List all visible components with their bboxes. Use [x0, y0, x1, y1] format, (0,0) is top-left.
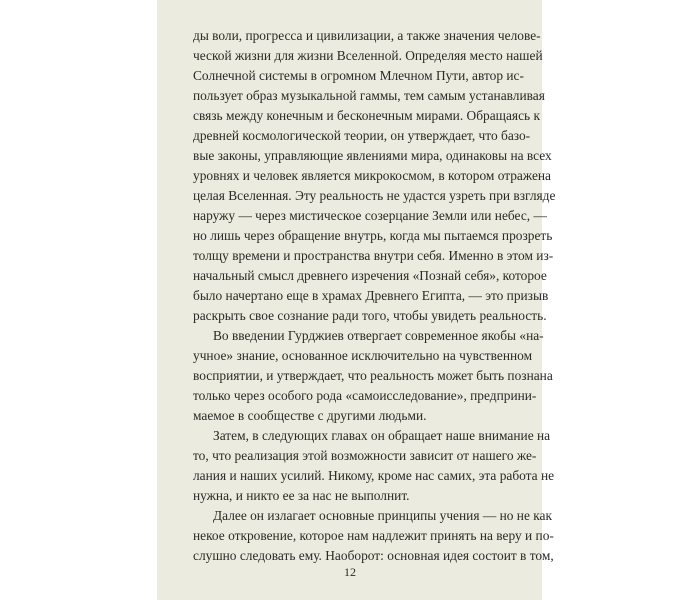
- text-line: учное» знание, основанное исключительно на чувственном: [193, 348, 533, 363]
- text-line: то, что реализация этой возможности зависит от нашего же-: [193, 448, 537, 463]
- text-line: целая Вселенная. Эту реальность не удастся узреть при взгляде: [193, 188, 556, 203]
- text-line: маемое в сообществе с другими людьми.: [193, 408, 427, 423]
- text-line: ческой жизни для жизни Вселенной. Определяя место нашей: [193, 48, 543, 63]
- text-line: слушно следовать ему. Наоборот: основная идея состоит в том,: [193, 548, 554, 563]
- text-line: уровнях и человек является микрокосмом, в котором отражена: [193, 168, 552, 183]
- text-line: вые законы, управляющие явлениями мира, одинаковы на всех: [193, 148, 552, 163]
- text-line: наружу — через мистическое созерцание Земли или небес, —: [193, 208, 547, 223]
- text-line: Солнечной системы в огромном Млечном Пути, автор ис-: [193, 68, 524, 83]
- text-line: но лишь через обращение внутрь, когда мы пытаемся прозреть: [193, 228, 553, 243]
- text-line: восприятии, и утверждает, что реальность может быть познана: [193, 368, 553, 383]
- text-line: начальный смысл древнего изречения «Познай себя», которое: [193, 268, 547, 283]
- text-line: нужна, и никто ее за нас не выполнит.: [193, 488, 410, 503]
- text-line: пользует образ музыкальной гаммы, тем самым устанавливая: [193, 88, 545, 103]
- paragraph-first-line: Далее он излагает основные принципы учения — но не как: [213, 508, 552, 523]
- paragraph-first-line: Затем, в следующих главах он обращает наше внимание на: [213, 428, 551, 443]
- text-line: древней космологической теории, он утверждает, что базо-: [193, 128, 531, 143]
- text-line: толщу времени и пространства внутри себя. Именно в этом из-: [193, 248, 554, 263]
- text-line: связь между конечным и бесконечным мирами. Обращаясь к: [193, 108, 540, 123]
- page-number: 12: [344, 565, 356, 579]
- paragraph-first-line: Во введении Гурджиев отвергает современное якобы «на-: [213, 328, 544, 343]
- text-line: раскрыть свое сознание ради того, чтобы увидеть реальность.: [193, 308, 547, 323]
- text-line: некое откровение, которое нам надлежит принять на веру и по-: [193, 528, 554, 543]
- text-line: только через особого рода «самоисследование», предприни-: [193, 388, 537, 403]
- text-line: было начертано еще в храмах Древнего Египта, — это призыв: [193, 288, 549, 303]
- text-line: лания и наших усилий. Никому, кроме нас самих, эта работа не: [193, 468, 555, 483]
- text-line: ды воли, прогресса и цивилизации, а также значения челове-: [193, 28, 541, 43]
